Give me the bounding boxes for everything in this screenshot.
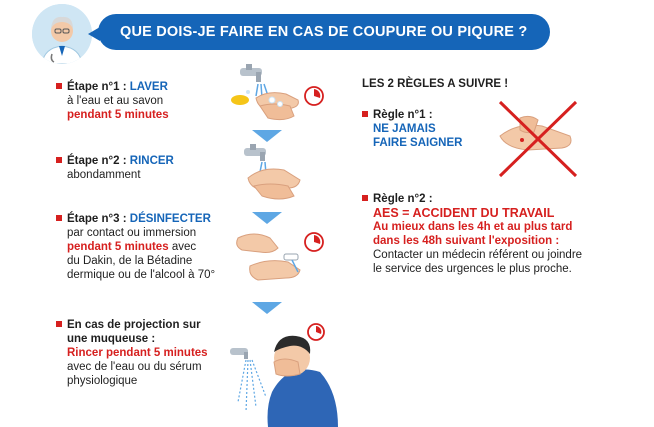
projection-line2: physiologique bbox=[67, 375, 138, 387]
step-1 bbox=[56, 80, 252, 122]
water-spray bbox=[238, 360, 266, 412]
step-3-label: Étape n°3 : bbox=[67, 213, 127, 225]
rule-1 bbox=[362, 108, 462, 150]
rule-2-text1: Contacter un médecin référent ou joindre bbox=[373, 249, 583, 261]
step-3-after-highlight: avec bbox=[171, 241, 197, 253]
clock-icon bbox=[305, 87, 323, 105]
page-title: QUE DOIS-JE FAIRE EN CAS DE COUPURE OU PIQURE ? bbox=[98, 14, 550, 50]
bullet-marker bbox=[56, 215, 62, 221]
rule-1-line2: FAIRE SAIGNER bbox=[373, 137, 463, 149]
projection-label: En cas de projection sur bbox=[67, 319, 201, 331]
crossed-hands-icon bbox=[490, 96, 586, 180]
hand-rinsing-icon bbox=[248, 169, 300, 199]
bullet-marker bbox=[362, 111, 368, 117]
person-rinsing-face-icon bbox=[268, 336, 339, 427]
step-1-action: LAVER bbox=[129, 81, 168, 93]
step-1-highlight: pendant 5 minutes bbox=[67, 109, 169, 121]
rule-2-red2: dans les 48h suivant l'exposition : bbox=[373, 235, 560, 247]
step-1-line1: à l'eau et au savon bbox=[67, 95, 164, 107]
clock-icon bbox=[305, 233, 323, 251]
faucet-icon bbox=[230, 348, 248, 359]
rule-2-text2: le service des urgences le plus proche. bbox=[373, 263, 572, 275]
doctor-avatar-icon bbox=[32, 4, 92, 64]
rule-2 bbox=[362, 192, 632, 276]
rule-2-title: AES = ACCIDENT DU TRAVAIL bbox=[373, 206, 555, 220]
step-3-line4: dermique ou de l'alcool à 70° bbox=[67, 269, 216, 281]
bullet-marker bbox=[56, 157, 62, 163]
clock-icon bbox=[308, 324, 324, 340]
step-3-action: DÉSINFECTER bbox=[129, 213, 211, 225]
step-2-action: RINCER bbox=[129, 155, 174, 167]
step-2 bbox=[56, 154, 252, 182]
step-2-line1: abondamment bbox=[67, 169, 141, 181]
step-2-label: Étape n°2 : bbox=[67, 155, 127, 167]
soap-icon bbox=[231, 90, 250, 105]
faucet-icon bbox=[240, 64, 262, 82]
rule-1-line1: NE JAMAIS bbox=[373, 123, 436, 135]
rules-heading: LES 2 RÈGLES A SUIVRE ! bbox=[362, 78, 509, 90]
bullet-marker bbox=[362, 195, 368, 201]
projection-highlight: Rincer pendant 5 minutes bbox=[67, 347, 208, 359]
hand-disinfecting-icon bbox=[237, 234, 300, 280]
bullet-marker bbox=[56, 83, 62, 89]
projection-label-2: une muqueuse : bbox=[67, 333, 156, 345]
illustration-column bbox=[228, 62, 338, 427]
faucet-icon bbox=[244, 144, 266, 161]
step-3 bbox=[56, 212, 256, 282]
rule-2-label: Règle n°2 : bbox=[373, 193, 433, 205]
step-1-label: Étape n°1 : bbox=[67, 81, 127, 93]
step-3-line1: par contact ou immersion bbox=[67, 227, 197, 239]
arrow-down-icon bbox=[252, 302, 282, 314]
rule-2-red1: Au mieux dans les 4h et au plus tard bbox=[373, 221, 573, 233]
hand-washing-icon bbox=[256, 93, 298, 120]
projection-line1: avec de l'eau ou du sérum bbox=[67, 361, 202, 373]
step-3-line3: du Dakin, de la Bétadine bbox=[67, 255, 193, 267]
rule-1-label: Règle n°1 : bbox=[373, 109, 433, 121]
arrow-down-icon bbox=[252, 130, 282, 142]
step-projection bbox=[56, 318, 256, 388]
bullet-marker bbox=[56, 321, 62, 327]
arrow-down-icon bbox=[252, 212, 282, 224]
step-3-highlight: pendant 5 minutes bbox=[67, 241, 169, 253]
